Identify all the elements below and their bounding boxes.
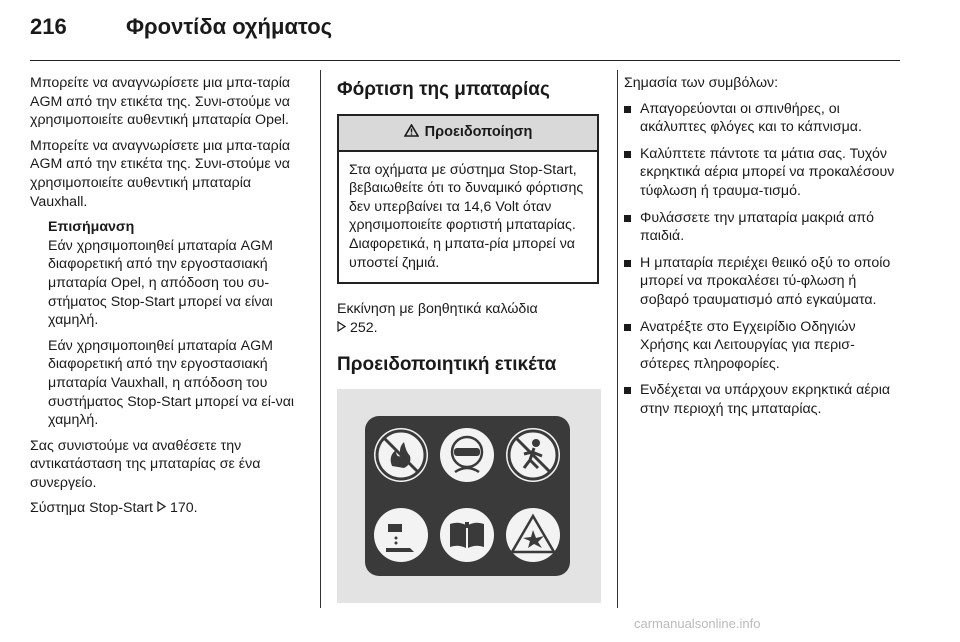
warning-text: Στα οχήματα με σύστημα Stop-Start, βεβαιωθείτε ότι το δυναμικό φόρτισης δεν υπερβαίνει τα 14,6 Volt όταν χρησιμοποιείτε φορτιστή μπαταρίας. Διαφορετικά, η μπατα-ρία μπορεί να υποστεί ζημιά. — [349, 161, 584, 271]
warning-box — [337, 114, 599, 284]
note-paragraph-vauxhall: Εάν χρησιμοποιηθεί μπαταρία AGM διαφορετική από την εργοστασιακή μπαταρία Vauxhall, η απόδοση του συστήματος Stop-Start μπορεί να εί-ναι χαμηλή. — [48, 337, 295, 429]
list-item: Φυλάσσετε την μπαταρία μακριά από παιδιά. — [624, 209, 904, 246]
symbols-list — [624, 100, 904, 419]
stop-start-reference — [30, 499, 302, 518]
warning-triangle-icon — [404, 124, 425, 140]
jump-start-page-ref[interactable]: 252. — [350, 319, 378, 336]
note-title: Επισήμανση — [48, 219, 135, 236]
stop-start-page-ref[interactable]: 170. — [169, 500, 198, 517]
jump-start-reference — [337, 300, 599, 337]
list-item: Καλύπτετε πάντοτε τα μάτια σας. Τυχόν εκρηκτικά αέρια μπορεί να προκαλέσουν τύφλωση ή τραυμα-τισμό. — [624, 145, 904, 201]
watermark: carmanualsonline.info — [634, 616, 761, 631]
list-item: Ενδέχεται να υπάρχουν εκρηκτικά αέρια στην περιοχή της μπαταρίας. — [624, 381, 904, 418]
paragraph-workshop: Σας συνιστούμε να αναθέσετε την αντικατάσταση της μπαταρίας σε ένα συνεργείο. — [30, 437, 261, 491]
read-manual-icon — [440, 508, 494, 562]
explosive-gas-icon — [506, 508, 560, 562]
page-ref-arrow-icon — [157, 499, 166, 518]
paragraph-agm-opel: Μπορείτε να αναγνωρίσετε μια μπα-ταρία AGM από την ετικέτα της. Συνι-στούμε να χρησιμοποιείτε αυθεντική μπαταρία Opel. — [30, 75, 291, 129]
warning-label-panel — [365, 416, 570, 576]
page-ref-arrow-icon — [337, 319, 346, 338]
stop-start-text: Σύστημα Stop-Start — [30, 500, 153, 517]
no-flames-icon — [374, 428, 428, 482]
symbols-intro: Σημασία των συμβόλων: — [624, 75, 779, 91]
list-item: Ανατρέξτε στο Εγχειρίδιο Οδηγιών Χρήσης και Λειτουργίας για περισ-σότερες πληροφορίες. — [624, 318, 904, 374]
section-title-battery-charging: Φόρτιση της μπαταρίας — [337, 79, 550, 100]
page-header — [30, 0, 900, 61]
column-divider-right — [617, 70, 618, 608]
warning-header — [339, 116, 597, 152]
page-number: 216 — [30, 14, 67, 39]
page-title: Φροντίδα οχήματος — [126, 14, 333, 39]
paragraph-agm-vauxhall: Μπορείτε να αναγνωρίσετε μια μπα-ταρία AGM από την ετικέτα της. Συνι-στούμε να χρησιμοποιείτε αυθεντική μπαταρία Vauxhall. — [30, 137, 291, 210]
section-title-warning-label: Προειδοποιητική ετικέτα — [337, 354, 557, 376]
list-item: Απαγορεύονται οι σπινθήρες, οι ακάλυπτες φλόγες και το κάπνισμα. — [624, 100, 904, 137]
column-middle — [337, 78, 599, 603]
acid-corrosion-icon — [374, 508, 428, 562]
column-divider-left — [320, 70, 321, 608]
eye-protection-icon — [440, 428, 494, 482]
keep-away-children-icon — [506, 428, 560, 482]
jump-start-text: Εκκίνηση με βοηθητικά καλώδια — [337, 301, 538, 318]
battery-warning-label-image — [337, 389, 601, 603]
column-right — [624, 74, 904, 427]
list-item: Η μπαταρία περιέχει θειικό οξύ το οποίο μπορεί να προκαλέσει τύ-φλωση ή σοβαρό τραυματισμό από εγκαύματα. — [624, 254, 904, 310]
warning-title: Προειδοποίηση — [424, 124, 533, 140]
note-block — [48, 218, 302, 430]
column-left — [30, 74, 302, 525]
note-paragraph-opel: Εάν χρησιμοποιηθεί μπαταρία AGM διαφορετική από την εργοστασιακή μπαταρία Opel, η απόδοση του συ-στήματος Stop-Start μπορεί να είναι χαμηλή. — [48, 237, 273, 329]
